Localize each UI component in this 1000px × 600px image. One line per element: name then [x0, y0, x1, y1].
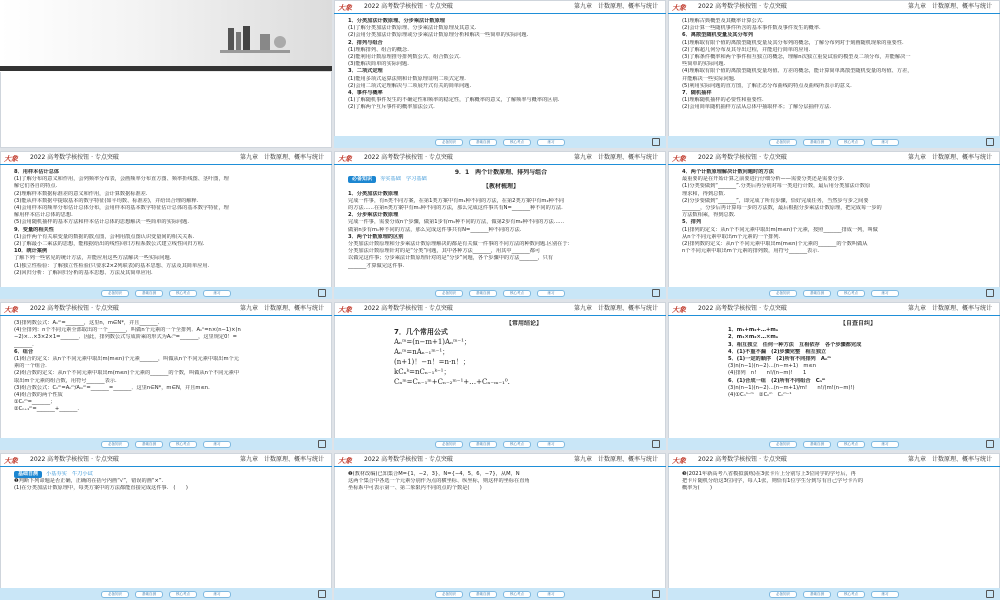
text-line: (2)会用二项式定理解决与二项展开式有关的简单问题. [348, 82, 472, 89]
text-line: 素的一个组合. [14, 363, 47, 370]
text-line: 最重要的是在开始计算之前要进行仔细分析——需要分类还是需要分步. [682, 176, 845, 183]
header-title: 2022 高考数学核按钮 · 专点突破 [364, 305, 453, 312]
formula-heading: 7．几个常用公式 [394, 328, 448, 337]
footer-nav-button[interactable]: 核心考点 [837, 441, 865, 448]
text-line: 分类加法计数原理针对的是“分类”问题，其中各种方法_______，用其中_______都可 [348, 248, 541, 255]
chapter-label: 第九章 计数原理、概率与统计 [573, 3, 658, 10]
text-line: (4)全排列：n个不同元素全部取出的一个_______，叫做n个元素的一个全排列．Aₙⁿ=n×(n−1)×(n [14, 327, 241, 334]
chapter-label: 第九章 计数原理、概率与统计 [239, 305, 324, 312]
footer-nav-button[interactable]: 必备知识 [769, 290, 797, 297]
text-line: (2)会用简单随机抽样方法从总体中抽取样本；了解分层抽样方法. [682, 104, 832, 111]
header-title: 2022 高考数学核按钮 · 专点突破 [698, 154, 787, 161]
slide-footer-nav [668, 287, 1000, 299]
footer-nav-button[interactable]: 核心考点 [837, 591, 865, 598]
slide-header [334, 151, 666, 165]
text-line: (1)理解排列、组合的概念. [348, 46, 409, 53]
footer-nav-button[interactable]: 核心考点 [503, 591, 531, 598]
section-label: 【自查自纠】 [839, 320, 876, 327]
footer-nav-button[interactable]: 基础自测 [803, 591, 831, 598]
text-line: (3)了解条件概率和两个事件相互独立的概念，理解n次独立重复试验的模型及二项分布，并能解决一 [682, 54, 911, 61]
footer-nav-button[interactable]: 必备知识 [435, 441, 463, 448]
footer-nav-button[interactable]: 核心考点 [503, 441, 531, 448]
text-line: ❶判断下列命题是否正确，正确的在括号内画“√”，错误的画“×”. [14, 478, 164, 485]
text-line: 从n个不同元素中取出m个元素的一个排列. [682, 233, 781, 240]
brand-logo: 大象 [4, 457, 18, 465]
slide-footer-nav [334, 588, 666, 600]
text-line: 10．统计案例 [14, 248, 48, 255]
footer-nav-button[interactable]: 基础自测 [135, 290, 163, 297]
slide-body [728, 320, 988, 399]
text-line: 2．m₁×m₂×…×mₙ [728, 334, 779, 341]
chapter-label: 第九章 计数原理、概率与统计 [573, 154, 658, 161]
footer-nav-button[interactable]: 核心考点 [503, 290, 531, 297]
text-line: (1)会作两个有关联变量的数据的散点图，会利用散点图认识变量间的相关关系. [14, 233, 195, 240]
text-line: (2)会用分类加法计数原理或分步乘法计数原理分析和解决一些简单的实际问题. [348, 32, 529, 39]
section-badge: 必备知识 [348, 176, 376, 183]
text-line: ❸(2021年新高考八省模拟演练)在3张卡片上分别写上3位同学的学号后，再 [682, 471, 856, 477]
footer-nav-button[interactable]: 基础自测 [803, 139, 831, 146]
chapter-label: 第九章 计数原理、概率与统计 [239, 456, 324, 463]
text-line: 4．(1)不重不漏 (2)步骤完整 相互独立 [728, 348, 827, 355]
text-line: (1)理解随机抽样的必要性和重要性. [682, 97, 764, 104]
text-line: 取出m个元素的组合数，用符号_______表示. [14, 377, 117, 384]
bookshelf-icon [220, 20, 290, 60]
text-line: 概率为( ) [682, 485, 712, 492]
footer-nav-button[interactable]: 练习 [203, 290, 231, 297]
slide-s9[interactable] [668, 302, 1000, 450]
exit-icon[interactable] [652, 590, 660, 598]
formula-line: Aₙᵐ=nAₙ₋₁ᵐ⁻¹； [394, 348, 450, 357]
text-line: 以做完这件事；分步乘法计数原理针对的是“分步”问题，各个步骤中的方法_______，只有 [348, 255, 554, 262]
text-line: 了解下列一些常见的统计方法，并能应用这些方法解决一些实际问题. [14, 255, 172, 262]
chapter-label: 第九章 计数原理、概率与统计 [907, 3, 992, 10]
text-line: (3)组合数公式：Cₙᵐ=Aₙᵐ/Aₘᵐ=_______=_______．这里n∈N*，m∈N，并且m≤n. [14, 384, 210, 391]
exit-icon[interactable] [986, 138, 994, 146]
section-badge: 基础自测 [14, 471, 42, 478]
text-line: 5．(1)一定的顺序 (2)所有不同排列 Aₙᵐ [728, 356, 831, 363]
header-title: 2022 高考数学核按钮 · 专点突破 [364, 3, 453, 10]
footer-nav-button[interactable]: 基础自测 [469, 139, 497, 146]
exit-icon[interactable] [318, 440, 326, 448]
footer-nav-button[interactable]: 练习 [203, 441, 231, 448]
text-line: (1)分类要做到“_______”.分类后再分别对每一类进行计数，最后用分类加法计数原 [682, 183, 871, 190]
footer-nav-button[interactable]: 必备知识 [435, 139, 463, 146]
slide-header [0, 151, 332, 165]
section-title: 9．1 两个计数原理、排列与组合 [454, 169, 548, 176]
text-line: (3)能从样本数据中提取基本的数字特征(如平均数、标准差)，并给出合理的解释. [14, 197, 199, 204]
exit-icon[interactable] [652, 289, 660, 297]
brand-logo: 大象 [672, 306, 686, 314]
text-line: 这两个集合中各选一个元素分别作为点的横坐标、纵坐标，则这样的坐标在直角 [348, 478, 530, 485]
slide-footer-nav [668, 136, 1000, 148]
exit-icon[interactable] [986, 289, 994, 297]
text-line: 1．分类加法计数原理 [348, 190, 399, 197]
text-line: (2)了解两个互斥事件的概率加法公式. [348, 104, 435, 111]
exit-icon[interactable] [986, 440, 994, 448]
text-line: (2)分步要做到“_______”，即完成了所有步骤，恰好完成任务，当然步与步之间要 [682, 197, 869, 204]
brand-logo: 大象 [338, 306, 352, 314]
text-line: (1)排列的定义：从n个不同元素中取出m(m≤n)个元素，按照_______排成一列，叫做 [682, 226, 878, 233]
footer-nav-button[interactable]: 练习 [537, 441, 565, 448]
text-line: (1)理解取有限个值的离散型随机变量及其分布列的概念，了解分布列对于刻画随机现象的重要性. [682, 39, 904, 46]
text-line: (5)利用实际问题的直方图，了解正态分布曲线的特点及曲线所表示的意义. [682, 82, 852, 89]
text-line: 完成一件事，需要分成n个步骤，做第1步有m₁种不同的方法，做第2步有m₂种不同的方法…… [348, 219, 565, 226]
text-line: (4)①Cₙⁿ⁻ᵐ ②Cₙᵐ Cₙᵐ⁻¹ [728, 392, 792, 399]
text-line: (2)了解超几何分布及其导出过程，并能进行简单的应用. [682, 46, 811, 53]
slide-s11[interactable] [334, 453, 666, 600]
slide-body [14, 169, 320, 277]
text-line: (2)组合数的定义：从n个不同元素中取出m(m≤n)个元素的_______的个数，叫做从n个不同元素中 [14, 370, 240, 377]
brand-logo: 大象 [672, 4, 686, 12]
header-title: 2022 高考数学核按钮 · 专点突破 [698, 305, 787, 312]
text-line: ①Cₙᵐ=_______； [14, 399, 56, 406]
footer-nav-button[interactable]: 基础自测 [135, 441, 163, 448]
chapter-label: 第九章 计数原理、概率与统计 [907, 305, 992, 312]
text-line: (1)在分类加法计数原理中，每类方案中的方法都能直接完成这件事. ( ) [14, 485, 188, 492]
badge-subtitle: 夯实基础 学习基础 [380, 176, 427, 183]
text-line: (2)理解样本数据标准差的意义和作用，会计算数据标准差. [14, 190, 148, 197]
text-line: 2．排列与组合 [348, 39, 383, 46]
text-line: (1)了解随机事件发生的不确定性和频率的稳定性，了解概率的意义，了解频率与概率的区别. [348, 97, 560, 104]
text-line: (3)排列数公式：Aₙᵐ=_______，这里n，m∈N*，并且_______. [14, 320, 160, 326]
text-line: (2)排列数的定义：从n个不同元素中取出m(m≤n)个元素的_______的个数叫做从 [682, 241, 868, 248]
text-line: (3)n(n−1)(n−2)…(n−m+1) m≤n [728, 363, 817, 370]
badge-subtitle: 小基夯实 牛刀小试 [46, 471, 93, 477]
text-line: (4)组合数的两个性质 [14, 392, 63, 399]
slide-body [348, 471, 654, 493]
slide-header [334, 453, 666, 467]
text-line: 7．随机抽样 [682, 90, 712, 97]
brand-logo: 大象 [338, 155, 352, 163]
text-line: 5．排列 [682, 219, 702, 226]
slide-footer-nav [0, 438, 332, 450]
chapter-label: 第九章 计数原理、概率与统计 [907, 154, 992, 161]
text-line: 把卡片随机分给这3位同学，每人1张，则恰有1位学生分到写有自己学号卡片的 [682, 478, 864, 485]
text-line: 方法数相乘，得到总数. [682, 212, 736, 219]
text-line: (2)能利用计数原理推导排列数公式、组合数公式. [348, 54, 461, 61]
footer-nav-button[interactable]: 核心考点 [837, 290, 865, 297]
text-line: 1．分类加法计数原理、分步乘法计数原理 [348, 18, 445, 24]
slide-s3[interactable] [668, 0, 1000, 148]
footer-nav-button[interactable]: 基础自测 [469, 290, 497, 297]
footer-nav-button[interactable]: 必备知识 [101, 591, 129, 598]
chapter-label: 第九章 计数原理、概率与统计 [907, 456, 992, 463]
footer-nav-button[interactable]: 练习 [203, 591, 231, 598]
slide-s10[interactable] [0, 453, 332, 600]
slide-s5[interactable] [334, 151, 666, 299]
formula-list [394, 337, 654, 387]
text-line: 3．相互独立 任何一种方法 互相依存 各个步骤都完成 [728, 341, 862, 348]
slide-s7[interactable] [0, 302, 332, 450]
text-line: 完成一件事，有n类不同方案，在第1类方案中有m₁种不同的方法，在第2类方案中有m₂种不同 [348, 197, 565, 204]
text-line: 理求和，得到总数. [682, 190, 726, 197]
text-line: 6．组合 [14, 348, 34, 355]
exit-icon[interactable] [652, 440, 660, 448]
header-title: 2022 高考数学核按钮 · 专点突破 [364, 456, 453, 463]
slide-footer-nav [668, 588, 1000, 600]
brand-logo: 大象 [4, 155, 18, 163]
text-line: 解用样本估计总体的思想. [14, 212, 73, 219]
chapter-label: 第九章 计数原理、概率与统计 [573, 456, 658, 463]
formula-line: Cₙᵐ=Cₙ₋₁ᵐ+Cₙ₋₂ᵐ⁻¹+…+Cₙ₋ₘ₋₁⁰. [394, 378, 510, 387]
footer-nav-button[interactable]: 必备知识 [435, 591, 463, 598]
chapter-label: 第九章 计数原理、概率与统计 [573, 305, 658, 312]
slide-body [14, 471, 320, 493]
footer-nav-button[interactable]: 练习 [871, 591, 899, 598]
text-line: 并能解决一些实际问题. [682, 75, 736, 82]
slide-s12[interactable] [668, 453, 1000, 600]
footer-nav-button[interactable]: 核心考点 [169, 290, 197, 297]
text-line: n个不同元素中取出m个元素的排列数，用符号_______表示. [682, 248, 820, 255]
text-line: (2)会计算一些随机事件所含的基本事件数及事件发生的概率. [682, 25, 821, 32]
slide-footer-nav [668, 438, 1000, 450]
footer-nav-button[interactable]: 必备知识 [101, 290, 129, 297]
exit-icon[interactable] [652, 138, 660, 146]
footer-nav-button[interactable]: 练习 [537, 139, 565, 146]
header-title: 2022 高考数学核按钮 · 专点突破 [698, 3, 787, 10]
brand-logo: 大象 [338, 4, 352, 12]
slide-body [682, 18, 988, 112]
text-line: 些简单的实际问题. [682, 61, 726, 68]
slide-footer-nav [334, 136, 666, 148]
footer-nav-button[interactable]: 核心考点 [169, 441, 197, 448]
text-line: _______才算做完这件事. [348, 262, 405, 269]
slide-header [668, 302, 1000, 316]
exit-icon[interactable] [318, 289, 326, 297]
text-line: (4)理解取有限个值的离散型随机变量均值、方差的概念，能计算简单离散型随机变量的均值、方差， [682, 68, 913, 75]
text-line: (5)会用随机抽样的基本方法和样本估计总体的思想解决一些简单的实际问题. [14, 219, 189, 226]
footer-nav-button[interactable]: 必备知识 [769, 591, 797, 598]
slide-body [394, 320, 654, 387]
text-line: 2．分步乘法计数原理 [348, 212, 399, 219]
text-line: (1)能用多项式运算法则和计数原理证明二项式定理. [348, 75, 466, 82]
exit-icon[interactable] [318, 590, 326, 598]
header-title: 2022 高考数学核按钮 · 专点突破 [30, 456, 119, 463]
text-line: (3)能解决简单的实际问题. [348, 61, 409, 68]
text-line: 1．m₁+m₂+…+mₙ [728, 327, 779, 334]
footer-nav-button[interactable]: 基础自测 [803, 290, 831, 297]
text-line: (2)回归分析：了解回归分析的基本思想、方法及其简单应用. [14, 269, 153, 276]
footer-nav-button[interactable]: 练习 [537, 591, 565, 598]
text-line: (1)独立性检验：了解独立性检验(只要求2×2列联表)的基本思想、方法及其简单应用. [14, 262, 210, 269]
footer-nav-button[interactable]: 基础自测 [469, 591, 497, 598]
brand-logo: 大象 [338, 457, 352, 465]
brand-logo: 大象 [672, 155, 686, 163]
slide-header [668, 0, 1000, 14]
footer-nav-button[interactable]: 核心考点 [837, 139, 865, 146]
formula-line: (n+1)！−n！=n·n！； [394, 358, 470, 367]
slide-s4[interactable] [0, 151, 332, 299]
text-line: 分类加法计数原理和分步乘法计数原理解决的都是有关做一件事的不同方法的种数问题.区别在于： [348, 241, 573, 248]
cover-photo [0, 0, 332, 72]
slide-header [0, 302, 332, 316]
footer-nav-button[interactable]: 练习 [537, 290, 565, 297]
text-line: 3．二项式定理 [348, 68, 383, 75]
text-line: 做第n步有mₙ种不同的方法，那么完成这件事共有N=_______种不同的方法. [348, 226, 522, 233]
footer-nav-button[interactable]: 练习 [871, 441, 899, 448]
text-line: ❷(教材改编)已知集合M={1，−2，3}，N={−4，5，6，−7}，从M，N [348, 471, 520, 477]
exit-icon[interactable] [986, 590, 994, 598]
slide-s2[interactable] [334, 0, 666, 148]
formula-line: kCₙᵏ=nCₙ₋₁ᵏ⁻¹； [394, 368, 451, 377]
brand-logo: 大象 [4, 306, 18, 314]
header-title: 2022 高考数学核按钮 · 专点突破 [30, 154, 119, 161]
text-line: (4)排列 n! n!/(n−m)! 1 [728, 370, 807, 377]
slide-body [682, 471, 988, 493]
slide-body [348, 169, 654, 270]
text-line: 9．变量的相关性 [14, 226, 54, 233]
text-line: 6．(1)合成一组 (2)所有不同组合 Cₙᵐ [728, 377, 826, 384]
text-line: ②Cₙ₊₁ᵐ=_______+_______. [14, 406, 80, 413]
header-title: 2022 高考数学核按钮 · 专点突破 [364, 154, 453, 161]
text-line: (1)了解分布的意义和作用，会列频率分布表，会画频率分布直方图、频率折线图、茎叶图，理 [14, 176, 229, 183]
text-line: 4．事件与概率 [348, 90, 383, 97]
formula-line: Aₙᵐ=(n−m+1)Aₙᵐ⁻¹； [394, 338, 471, 347]
footer-nav-button[interactable]: 必备知识 [769, 139, 797, 146]
text-line: 3．两个计数原理的区别 [348, 233, 404, 240]
text-line: 8．用样本估计总体 [14, 169, 60, 175]
text-line: 4．两个计数原理解决计数问题时的方法 [682, 169, 774, 175]
slide-footer-nav [334, 287, 666, 299]
text-line: 解它们各自的特点. [14, 183, 58, 190]
slide-body [682, 169, 988, 255]
footer-nav-button[interactable]: 基础自测 [135, 591, 163, 598]
header-title: 2022 高考数学核按钮 · 专点突破 [30, 305, 119, 312]
text-line: 的方法……在第n类方案中有mₙ种不同的方法，那么完成这件事共有N=_______种不同的方法. [348, 205, 563, 212]
text-line: (2)了解最小二乘法的思想，能根据给出的线性回归方程系数公式建立线性回归方程. [14, 241, 205, 248]
text-line: −2)×…×3×2×1=_______．因此，排列数公式写成阶乘的形式为Aₙᵐ=_______，这里规定0！= [14, 334, 237, 341]
footer-nav-button[interactable]: 练习 [871, 139, 899, 146]
slide-header [0, 453, 332, 467]
text-line: (3)n(n−1)(n−2)…(n−m+1)/m! n!/(m!(n−m)!) [728, 384, 855, 391]
slide-header [668, 453, 1000, 467]
slide-footer-nav [0, 287, 332, 299]
text-line: (4)会用样本的频率分布估计总体分布，会用样本的基本数字特征估计总体的基本数字特征，理 [14, 205, 229, 212]
text-line: 坐标系中可表示第一、第二象限内不同的点的个数是( ) [348, 485, 482, 492]
brand-logo: 大象 [672, 457, 686, 465]
text-line: 6．离散型随机变量及其分布列 [682, 32, 754, 39]
footer-nav-button[interactable]: 核心考点 [169, 591, 197, 598]
text-line: _______，分步后再计算每一步的方法数，最后根据分步乘法计数原理，把完成每一步的 [682, 205, 882, 212]
footer-nav-button[interactable]: 必备知识 [435, 290, 463, 297]
slide-footer-nav [334, 438, 666, 450]
text-line: _______. [14, 341, 34, 348]
header-title: 2022 高考数学核按钮 · 专点突破 [698, 456, 787, 463]
chapter-label: 第九章 计数原理、概率与统计 [239, 154, 324, 161]
footer-nav-button[interactable]: 必备知识 [101, 441, 129, 448]
section-label: 【教材梳理】 [482, 183, 519, 191]
slide-header [668, 151, 1000, 165]
slide-footer-nav [0, 588, 332, 600]
footer-nav-button[interactable]: 练习 [871, 290, 899, 297]
text-line: (1)组合的定义：从n个不同元素中取出m(m≤n)个元素_______，叫做从n个不同元素中取出m个元 [14, 356, 239, 363]
section-label: 【常用结论】 [505, 320, 542, 327]
text-line: (1)理解古典概型及其概率计算公式. [682, 18, 764, 24]
slide-s6[interactable] [668, 151, 1000, 299]
text-line: (1)了解分类加法计数原理、分步乘法计数原理及其意义. [348, 25, 477, 32]
footer-nav-button[interactable]: 基础自测 [803, 441, 831, 448]
cover-band [0, 66, 332, 71]
footer-nav-button[interactable]: 必备知识 [769, 441, 797, 448]
slide-s1[interactable] [0, 0, 332, 148]
footer-nav-button[interactable]: 核心考点 [503, 139, 531, 146]
slide-s8[interactable] [334, 302, 666, 450]
slide-body [348, 18, 654, 112]
slide-header [334, 0, 666, 14]
slide-body [14, 320, 320, 414]
footer-nav-button[interactable]: 基础自测 [469, 441, 497, 448]
slide-header [334, 302, 666, 316]
